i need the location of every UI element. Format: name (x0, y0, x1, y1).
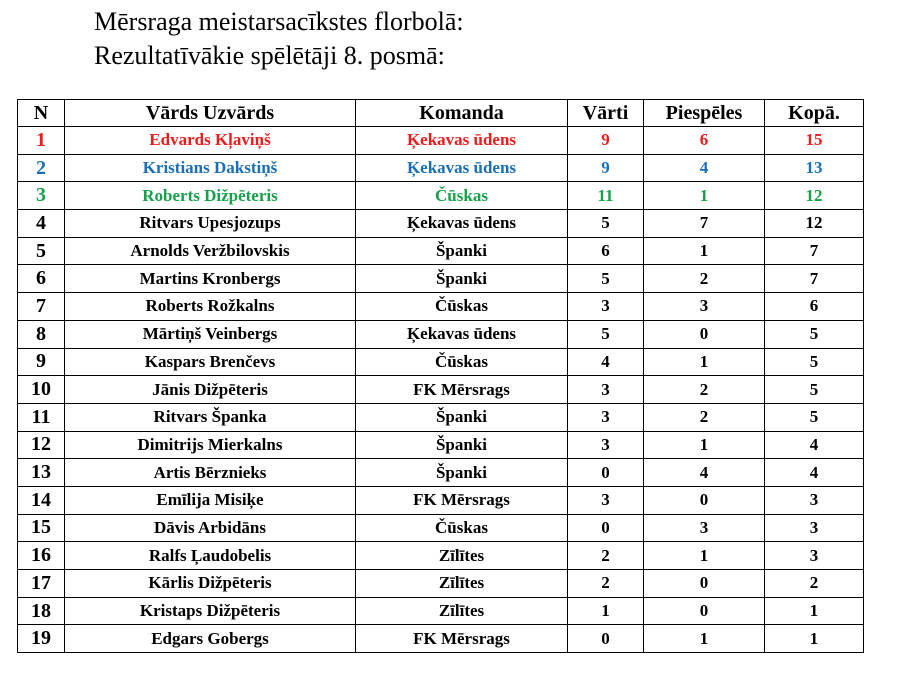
table-row (18, 570, 864, 598)
assists-cell: 7 (644, 210, 765, 238)
total-cell: 13 (765, 154, 864, 182)
team-cell: Španki (356, 237, 568, 265)
table-row (18, 403, 864, 431)
team-cell: Ķekavas ūdens (356, 320, 568, 348)
goals-cell: 5 (568, 320, 644, 348)
team-cell: Zīlītes (356, 597, 568, 625)
total-cell: 2 (765, 570, 864, 598)
rank-cell: 4 (18, 210, 65, 238)
total-cell: 7 (765, 265, 864, 293)
player-name-cell: Kristaps Dižpēteris (65, 597, 356, 625)
table-row (18, 293, 864, 321)
table-header-row (18, 100, 864, 127)
player-name-cell: Edvards Kļaviņš (65, 127, 356, 155)
table-row (18, 348, 864, 376)
team-cell: Španki (356, 265, 568, 293)
player-name-cell: Kristians Dakstiņš (65, 154, 356, 182)
player-name-cell: Kārlis Dižpēteris (65, 570, 356, 598)
goals-cell: 3 (568, 403, 644, 431)
header-team: Komanda (356, 100, 568, 127)
player-name-cell: Edgars Gobergs (65, 625, 356, 653)
player-name-cell: Ritvars Upesjozups (65, 210, 356, 238)
player-name-cell: Emīlija Misiķe (65, 486, 356, 514)
assists-cell: 6 (644, 127, 765, 155)
rank-cell: 7 (18, 293, 65, 321)
total-cell: 5 (765, 320, 864, 348)
team-cell: FK Mērsrags (356, 376, 568, 404)
header-player-name: Vārds Uzvārds (65, 100, 356, 127)
table-row (18, 154, 864, 182)
total-cell: 5 (765, 376, 864, 404)
assists-cell: 3 (644, 293, 765, 321)
table-row (18, 459, 864, 487)
player-name-cell: Dāvis Arbidāns (65, 514, 356, 542)
rank-cell: 11 (18, 403, 65, 431)
goals-cell: 4 (568, 348, 644, 376)
team-cell: Čūskas (356, 182, 568, 210)
total-cell: 15 (765, 127, 864, 155)
total-cell: 5 (765, 348, 864, 376)
document-subtitle: Rezultatīvākie spēlētāji 8. posmā: (94, 41, 445, 70)
rank-cell: 14 (18, 486, 65, 514)
assists-cell: 1 (644, 237, 765, 265)
player-name-cell: Jānis Dižpēteris (65, 376, 356, 404)
rank-cell: 17 (18, 570, 65, 598)
table-row (18, 320, 864, 348)
assists-cell: 4 (644, 154, 765, 182)
goals-cell: 0 (568, 625, 644, 653)
rank-cell: 15 (18, 514, 65, 542)
goals-cell: 2 (568, 570, 644, 598)
player-name-cell: Ralfs Ļaudobelis (65, 542, 356, 570)
player-name-cell: Martins Kronbergs (65, 265, 356, 293)
assists-cell: 0 (644, 570, 765, 598)
table-row (18, 486, 864, 514)
total-cell: 6 (765, 293, 864, 321)
header-rank: N (18, 100, 65, 127)
rank-cell: 3 (18, 182, 65, 210)
rank-cell: 9 (18, 348, 65, 376)
total-cell: 12 (765, 210, 864, 238)
goals-cell: 2 (568, 542, 644, 570)
team-cell: Španki (356, 459, 568, 487)
assists-cell: 2 (644, 265, 765, 293)
rank-cell: 6 (18, 265, 65, 293)
header-goals: Vārti (568, 100, 644, 127)
player-name-cell: Dimitrijs Mierkalns (65, 431, 356, 459)
table-row (18, 237, 864, 265)
goals-cell: 11 (568, 182, 644, 210)
goals-cell: 3 (568, 293, 644, 321)
rank-cell: 16 (18, 542, 65, 570)
scorers-table (17, 99, 864, 653)
player-name-cell: Artis Bērznieks (65, 459, 356, 487)
player-name-cell: Roberts Rožkalns (65, 293, 356, 321)
team-cell: Španki (356, 403, 568, 431)
assists-cell: 1 (644, 431, 765, 459)
rank-cell: 8 (18, 320, 65, 348)
rank-cell: 1 (18, 127, 65, 155)
assists-cell: 1 (644, 182, 765, 210)
table-row (18, 182, 864, 210)
table-row (18, 514, 864, 542)
team-cell: FK Mērsrags (356, 625, 568, 653)
total-cell: 3 (765, 542, 864, 570)
player-name-cell: Roberts Dižpēteris (65, 182, 356, 210)
total-cell: 4 (765, 431, 864, 459)
table-row (18, 542, 864, 570)
team-cell: Čūskas (356, 293, 568, 321)
assists-cell: 0 (644, 320, 765, 348)
goals-cell: 5 (568, 210, 644, 238)
goals-cell: 5 (568, 265, 644, 293)
assists-cell: 0 (644, 486, 765, 514)
table-row (18, 265, 864, 293)
total-cell: 4 (765, 459, 864, 487)
total-cell: 3 (765, 486, 864, 514)
table-row (18, 431, 864, 459)
goals-cell: 9 (568, 127, 644, 155)
goals-cell: 3 (568, 431, 644, 459)
player-name-cell: Kaspars Brenčevs (65, 348, 356, 376)
header-assists: Piespēles (644, 100, 765, 127)
rank-cell: 13 (18, 459, 65, 487)
goals-cell: 3 (568, 376, 644, 404)
total-cell: 12 (765, 182, 864, 210)
assists-cell: 1 (644, 348, 765, 376)
document-title: Mērsraga meistarsacīkstes florbolā: (94, 7, 464, 36)
total-cell: 5 (765, 403, 864, 431)
goals-cell: 9 (568, 154, 644, 182)
assists-cell: 1 (644, 542, 765, 570)
team-cell: Ķekavas ūdens (356, 210, 568, 238)
total-cell: 1 (765, 625, 864, 653)
rank-cell: 2 (18, 154, 65, 182)
table-row (18, 625, 864, 653)
team-cell: Čūskas (356, 514, 568, 542)
table-row (18, 127, 864, 155)
team-cell: FK Mērsrags (356, 486, 568, 514)
rank-cell: 19 (18, 625, 65, 653)
assists-cell: 4 (644, 459, 765, 487)
assists-cell: 2 (644, 403, 765, 431)
rank-cell: 12 (18, 431, 65, 459)
total-cell: 1 (765, 597, 864, 625)
table-row (18, 210, 864, 238)
assists-cell: 2 (644, 376, 765, 404)
table-row (18, 376, 864, 404)
header-total: Kopā. (765, 100, 864, 127)
team-cell: Ķekavas ūdens (356, 127, 568, 155)
team-cell: Čūskas (356, 348, 568, 376)
player-name-cell: Ritvars Španka (65, 403, 356, 431)
rank-cell: 5 (18, 237, 65, 265)
assists-cell: 0 (644, 597, 765, 625)
assists-cell: 1 (644, 625, 765, 653)
player-name-cell: Mārtiņš Veinbergs (65, 320, 356, 348)
table-row (18, 597, 864, 625)
rank-cell: 18 (18, 597, 65, 625)
goals-cell: 1 (568, 597, 644, 625)
goals-cell: 0 (568, 459, 644, 487)
team-cell: Zīlītes (356, 570, 568, 598)
assists-cell: 3 (644, 514, 765, 542)
total-cell: 3 (765, 514, 864, 542)
goals-cell: 6 (568, 237, 644, 265)
team-cell: Ķekavas ūdens (356, 154, 568, 182)
goals-cell: 0 (568, 514, 644, 542)
player-name-cell: Arnolds Veržbilovskis (65, 237, 356, 265)
team-cell: Zīlītes (356, 542, 568, 570)
rank-cell: 10 (18, 376, 65, 404)
team-cell: Španki (356, 431, 568, 459)
total-cell: 7 (765, 237, 864, 265)
goals-cell: 3 (568, 486, 644, 514)
